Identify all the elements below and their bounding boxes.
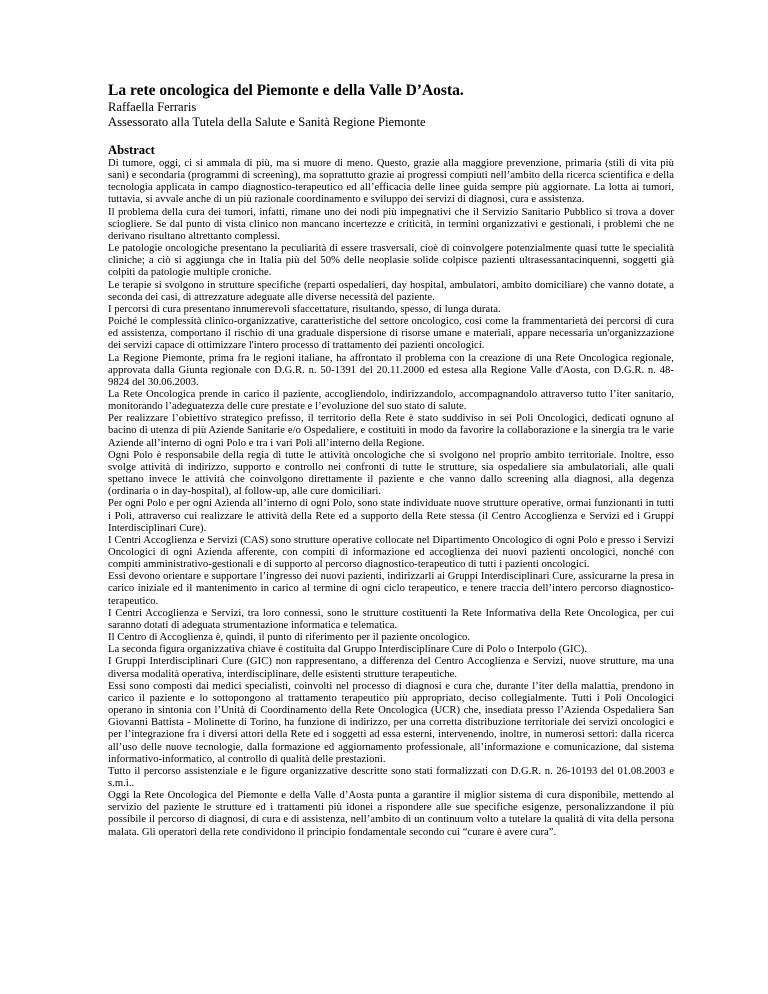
paragraph: Per ogni Polo e per ogni Azienda all’interno di ogni Polo, sono state individuate nuove strutture operative, ormai funzionanti in tutti i Poli, attraverso cui realizzare le attività della Rete ed a supporto della Rete stessa (il Centro Accoglienza e Servizi ed i Gruppi Interdisciplinari Cure). — [108, 498, 674, 534]
paragraph: Il problema della cura dei tumori, infatti, rimane uno dei nodi più impegnativi che il Servizio Sanitario Pubblico si trova a dover sciogliere. Se dal punto di vista clinico non mancano incertezze e criticità, in termini organizzativi e gestionali, i problemi che ne derivano risultano altrettanto complessi. — [108, 206, 674, 242]
paragraph: Essi sono composti dai medici specialisti, coinvolti nel processo di diagnosi e cura che, durante l’iter della malattia, prendono in carico il paziente e lo sottopongono al trattamento terapeutico più appropriato, deciso collegialmente. Tutti i Poli Oncologici operano in sintonia con l’Unità di Coordinamento della Rete Oncologica (UCR) che, insediata presso l’Azienda Ospedaliera San Giovanni Battista - Molinette di Torino, ha funzione di indirizzo, per una corretta distribuzione territoriale dei servizi oncologici e per l’integrazione fra i diversi attori della Rete ed i soggetti ad essa esterni, intervenendo, inoltre, in numerosi settori: dalla ricerca all’uso delle nuove tecnologie, dalla formazione ed aggiornamento professionale, all’informazione e comunicazione, dal sistema informativo-informatico, al controllo di qualità delle prestazioni. — [108, 680, 674, 765]
paragraph: Le terapie si svolgono in strutture specifiche (reparti ospedalieri, day hospital, ambulatori, ambito domiciliare) che vanno dotate, a seconda dei casi, di attrezzature adeguate alle diverse necessità del paziente. — [108, 279, 674, 303]
paragraph: Tutto il percorso assistenziale e le figure organizzative descritte sono stati formalizzati con D.G.R. n. 26-10193 del 01.08.2003 e s.m.i.. — [108, 765, 674, 789]
paragraph: La Regione Piemonte, prima fra le regioni italiane, ha affrontato il problema con la creazione di una Rete Oncologica regionale, approvata dalla Giunta regionale con D.G.R. n. 50-1391 del 20.11.2000 ed estesa alla Regione Valle d'Aosta, con D.G.R. n. 48-9824 del 30.06.2003. — [108, 352, 674, 388]
paragraph: I Gruppi Interdisciplinari Cure (GIC) non rappresentano, a differenza del Centro Accoglienza e Servizi, nuove strutture, ma una diversa modalità operativa, interdisciplinare, delle esistenti strutture terapeutiche. — [108, 656, 674, 680]
paragraph: Poiché le complessità clinico-organizzative, caratteristiche del settore oncologico, così come la frammentarietà dei percorsi di cura ed assistenza, comportano il rischio di una graduale dispersione di risorse umane e materiali, appare necessaria un'organizzazione dei servizi capace di ottimizzare l'intero processo di trattamento dei pazienti oncologici. — [108, 316, 674, 352]
paragraph: I Centri Accoglienza e Servizi (CAS) sono strutture operative collocate nel Dipartimento Oncologico di ogni Polo e presso i Servizi Oncologici di ogni Azienda afferente, con compiti di informazione ed accoglienza dei nuovi pazienti oncologici, nonché con compiti amministrativo-gestionali e di supporto al percorso diagnostico-terapeutico di tutti i pazienti oncologici. — [108, 534, 674, 571]
abstract-heading: Abstract — [108, 143, 155, 157]
paragraph: Oggi la Rete Oncologica del Piemonte e della Valle d’Aosta punta a garantire il miglior sistema di cura disponibile, mettendo al servizio del paziente le strutture ed i trattamenti più idonei a rispondere alle sue specifiche esigenze, personalizzandone il più possibile il percorso di diagnosi, di cura e di assistenza, nell’ambito di un continuum volto a tutelare la qualità di vita della persona malata. Gli operatori della rete condividono il principio fondamentale secondo cui “curare è avere cura”. — [108, 790, 674, 838]
document-title: La rete oncologica del Piemonte e della Valle D’Aosta. — [108, 82, 464, 99]
paragraph: Il Centro di Accoglienza è, quindi, il punto di riferimento per il paziente oncologico. — [108, 632, 471, 644]
abstract-body — [108, 158, 674, 839]
paragraph: La Rete Oncologica prende in carico il paziente, accogliendolo, indirizzandolo, accompagnandolo attraverso tutto l’iter sanitario, monitorando l’adeguatezza delle cure prestate e l’evoluzione del suo stato di salute. — [108, 388, 674, 413]
paragraph: Essi devono orientare e supportare l’ingresso dei nuovi pazienti, indirizzarli ai Gruppi Interdisciplinari Cure, assicurarne la presa in carico iniziale ed il mantenimento in carico al termine di ogni ciclo terapeutico, e tenere traccia dell’intero percorso diagnostico-terapeutico. — [108, 571, 674, 607]
paragraph: Di tumore, oggi, ci si ammala di più, ma si muore di meno. Questo, grazie alla maggiore prevenzione, primaria (stili di vita più sani) e secondaria (programmi di screening), ma soprattutto grazie ai progressi compiuti nell’ambito della ricerca scientifica e della tecnologia applicata in campo diagnostico-terapeutico ed all’efficacia delle linee guida sempre più aggiornate. La lotta ai tumori, tuttavia, si avvale anche di un più razionale coordinamento e sviluppo dei servizi di diagnosi, cura e assistenza. — [108, 158, 674, 206]
paragraph: I percorsi di cura presentano innumerevoli sfaccettature, risultando, spesso, di lunga durata. — [108, 303, 501, 315]
paragraph: Ogni Polo è responsabile della regia di tutte le attività oncologiche che si svolgono nel proprio ambito territoriale. Inoltre, esso svolge attività di indirizzo, supporto e controllo nei confronti di tutte le strutture, sia ospedaliere sia ambulatoriali, alle quali spettano invece le attività che coinvolgono direttamente il paziente e che vanno dallo screening alla diagnosi, alla degenza (ordinaria o in day-hospital), al follow-up, alle cure domiciliari. — [108, 449, 674, 498]
document-page — [108, 82, 674, 839]
author-affiliation: Assessorato alla Tutela della Salute e Sanità Regione Piemonte — [108, 115, 426, 129]
paragraph: I Centri Accoglienza e Servizi, tra loro connessi, sono le strutture costituenti la Rete Informativa della Rete Oncologica, per cui saranno dotati di adeguata strumentazione informatica e telematica. — [108, 607, 674, 631]
author-name: Raffaella Ferraris — [108, 100, 197, 114]
paragraph: Per realizzare l’obiettivo strategico prefisso, il territorio della Rete è stato suddiviso in sei Poli Oncologici, dedicati ognuno al bacino di utenza di più Aziende Sanitarie e/o Ospedaliere, e costituiti in modo da favorire la collaborazione e la sinergia tra le varie Aziende all’interno di ogni Polo e tra i vari Poli all’interno della Regione. — [108, 413, 674, 449]
paragraph: La seconda figura organizzativa chiave è costituita dal Gruppo Interdisciplinare Cure di Polo o Interpolo (GIC). — [108, 644, 588, 656]
paragraph: Le patologie oncologiche presentano la peculiarità di essere trasversali, cioè di coinvolgere potenzialmente quasi tutte le specialità cliniche; a ciò si aggiunga che in Italia più del 50% delle neoplasie solide colpisce pazienti ultrasessantacinquenni, soggetti già colpiti da patologie multiple croniche. — [108, 243, 674, 279]
